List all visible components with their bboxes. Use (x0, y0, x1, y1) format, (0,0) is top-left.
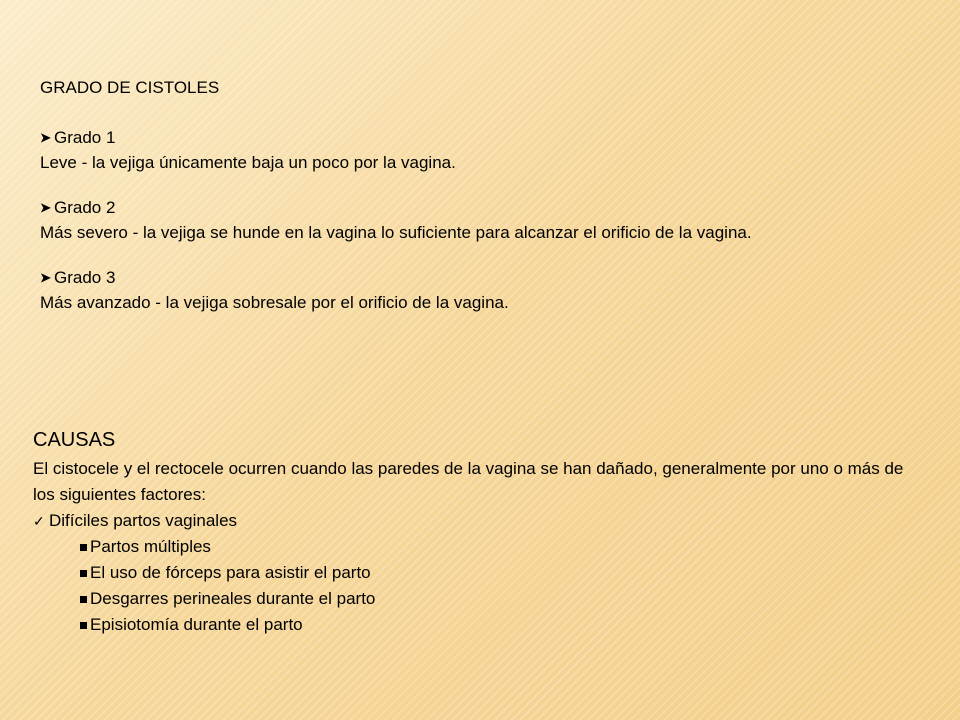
grade-title: Grado 3 (54, 268, 116, 287)
arrow-bullet-icon: ➤ (40, 270, 51, 285)
list-item (80, 534, 913, 560)
list-item (80, 612, 913, 638)
checked-list-item (33, 508, 913, 534)
slide-heading: GRADO DE CISTOLES (40, 78, 220, 97)
checked-item-label: Difíciles partos vaginales (49, 511, 238, 530)
list-item-label: Partos múltiples (90, 537, 211, 556)
grade-title: Grado 2 (54, 198, 116, 217)
square-bullet-icon (80, 622, 87, 629)
list-item-label: Desgarres perineales durante el parto (90, 589, 376, 608)
list-item-label: Episiotomía durante el parto (90, 615, 303, 634)
causas-title: CAUSAS (33, 429, 116, 451)
grade-title-row (40, 196, 910, 220)
grades-section (40, 76, 910, 336)
grade-block-1 (40, 126, 910, 176)
grade-title-row (40, 126, 910, 150)
grade-block-2 (40, 196, 910, 246)
grade-block-3 (40, 266, 910, 316)
grade-description: Más avanzado - la vejiga sobresale por el orificio de la vagina. (40, 293, 509, 312)
causas-text: El cistocele y el rectocele ocurren cuando las paredes de la vagina se han dañado, generalmente por uno o más de los siguientes factores: (33, 459, 904, 504)
causas-section (33, 426, 913, 638)
grade-title: Grado 1 (54, 128, 116, 147)
square-bullet-icon (80, 544, 87, 551)
arrow-bullet-icon: ➤ (40, 130, 51, 145)
square-bullet-icon (80, 570, 87, 577)
square-bullet-icon (80, 596, 87, 603)
grade-description: Leve - la vejiga únicamente baja un poco por la vagina. (40, 153, 456, 172)
grade-title-row (40, 266, 910, 290)
sub-list (80, 534, 913, 638)
list-item (80, 586, 913, 612)
list-item (80, 560, 913, 586)
list-item-label: El uso de fórceps para asistir el parto (90, 563, 371, 582)
arrow-bullet-icon: ➤ (40, 200, 51, 215)
grade-description: Más severo - la vejiga se hunde en la vagina lo suficiente para alcanzar el orificio de la vagina. (40, 223, 752, 242)
check-icon: ✓ (33, 513, 45, 529)
